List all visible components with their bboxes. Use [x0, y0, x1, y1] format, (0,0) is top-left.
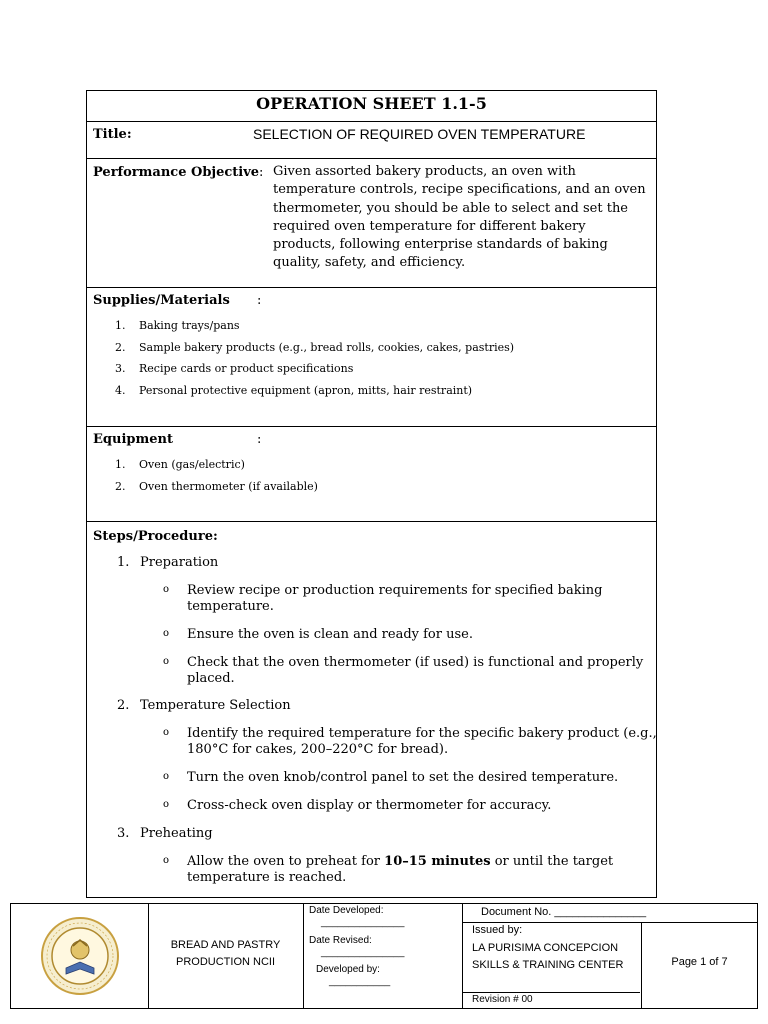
list-item: 1. Baking trays/pans — [115, 319, 240, 332]
list-item: 4. Personal protective equipment (apron, mitts, hair restraint) — [115, 383, 473, 397]
list-item: 2. Oven thermometer (if available) — [115, 479, 318, 493]
supplies-colon: : — [257, 293, 262, 308]
list-item: 2. Sample bakery products (e.g., bread rolls, cookies, cakes, pastries) — [115, 340, 515, 354]
title-value: SELECTION OF REQUIRED OVEN TEMPERATURE — [253, 126, 586, 142]
step-preparation: 1. Preparation — [117, 555, 219, 570]
equipment-section — [87, 426, 656, 522]
list-item: 1. Oven (gas/electric) — [115, 458, 245, 471]
title-label: Title: — [93, 127, 132, 142]
equipment-colon: : — [257, 432, 262, 447]
document-footer — [10, 903, 758, 1009]
sheet-heading: OPERATION SHEET 1.1-5 — [87, 91, 656, 122]
steps-section: Steps/Procedure: 1. Preparation o Review recipe or production requirements for specified baking temperature. o Ensure the oven is clean and ready for use. o Check that the oven thermometer (if used) is functional and properly placed. 2. Temperature Selection o Identify the required temperature for the specific bakery product (e.g., 180°C for cakes, 200–220°C for bread). o Turn the oven knob/control panel to set the desired temperature. o Cross-check oven display or thermometer for accuracy. 3. Preheating o Allow the oven to preheat for 10–15 minutes or until the target temperature is reached. — [93, 529, 657, 885]
page-indicator: Page 1 of 7 — [671, 956, 728, 968]
performance-objective-row — [87, 158, 656, 288]
issuer-name: LA PURISIMA CONCEPCION SKILLS & TRAINING CENTER — [472, 942, 624, 971]
course-title: BREAD AND PASTRY PRODUCTION NCII — [170, 939, 281, 968]
revision-number: Revision # 00 — [472, 994, 533, 1005]
step-preheating: 3. Preheating — [117, 826, 213, 841]
supplies-label: Supplies/Materials — [93, 293, 230, 308]
objective-text: Given assorted bakery products, an oven with temperature controls, recipe specifications, and an oven thermometer, you should be able to select and set the required oven temperature for different bakery products, following enterprise standards of baking quality, safety, and efficiency. — [273, 164, 646, 271]
equipment-label: Equipment — [93, 432, 173, 447]
operation-sheet — [86, 90, 657, 898]
developed-by-label: Developed by: — [316, 964, 380, 975]
supplies-list — [115, 315, 515, 401]
title-row — [87, 120, 656, 159]
document-number: Document No. _______________ — [481, 906, 647, 918]
step-temperature-selection: 2. Temperature Selection — [117, 698, 291, 713]
objective-label: Performance Objective — [93, 165, 260, 180]
list-item: 3. Recipe cards or product specifications — [115, 362, 354, 376]
date-developed-blank: _______________ — [321, 917, 405, 928]
developed-by-blank: ___________ — [329, 976, 391, 987]
issued-by-label: Issued by: — [472, 924, 523, 936]
supplies-section — [87, 287, 656, 427]
training-center-logo — [40, 916, 120, 996]
steps-label: Steps/Procedure: — [93, 529, 218, 544]
date-revised-label: Date Revised: — [309, 935, 372, 946]
equipment-list — [115, 454, 318, 497]
date-developed-label: Date Developed: — [309, 905, 384, 916]
objective-colon: : — [259, 165, 264, 180]
date-revised-blank: _______________ — [321, 947, 405, 958]
